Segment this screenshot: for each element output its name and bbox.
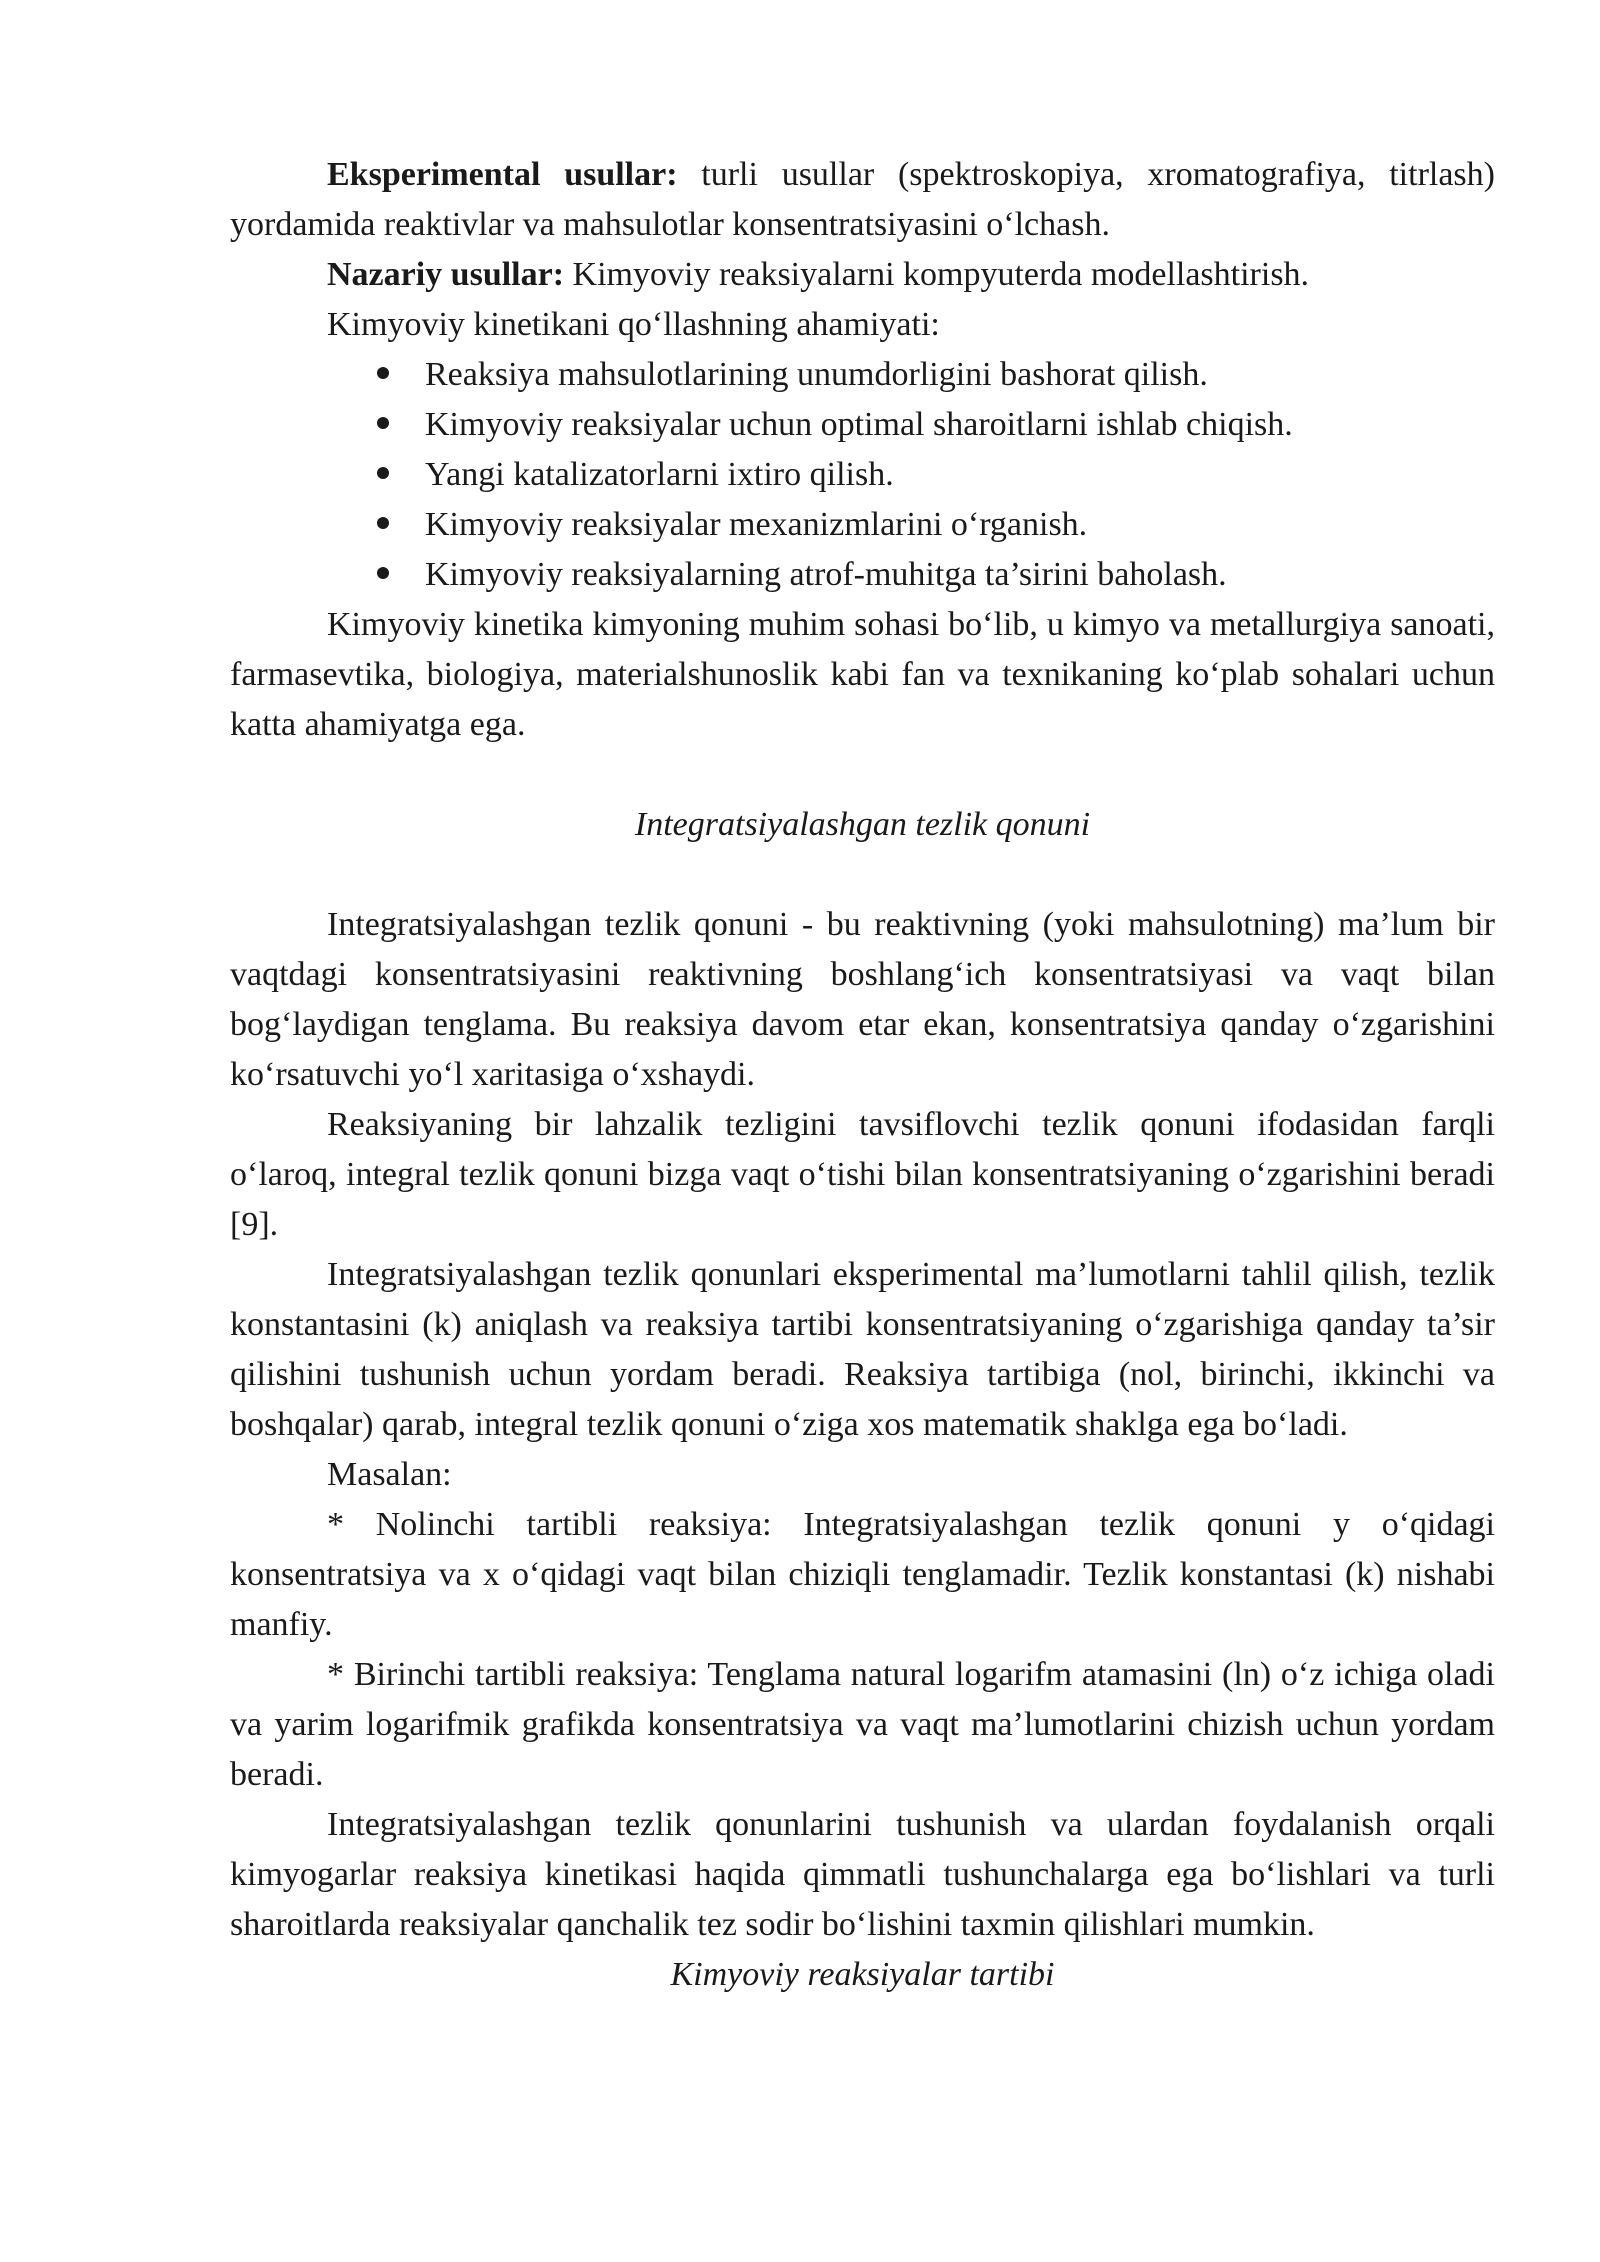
list-item-text: Kimyoviy reaksiyalarning atrof-muhitga ta’sirini baholash. [425,556,1227,593]
importance-lead: Kimyoviy kinetikani qo‘llashning ahamiyati: [327,306,940,343]
section-heading-integrated-rate-law: Integratsiyalashgan tezlik qonuni [634,806,1091,843]
list-item [425,500,1495,550]
bullet-icon [377,467,389,479]
bullet-icon [377,567,389,579]
example-paragraph: * Nolinchi tartibli reaksiya: Integratsiyalashgan tezlik qonuni y o‘qidagi konsentratsiya va x o‘qidagi vaqt bilan chiziqli tenglamadir. Tezlik konstantasi (k) nishabi manfiy. [230,1506,1495,1643]
list-item [425,550,1495,600]
summary-paragraph: Kimyoviy kinetika kimyoning muhim sohasi bo‘lib, u kimyo va metallurgiya sanoati, farmasevtika, biologiya, materialshunoslik kabi fan va texnikaning ko‘plab sohalari uchun katta ahamiyatga ega. [230,606,1495,743]
experimental-methods-paragraph [230,150,1495,250]
theoretical-methods-text: Kimyoviy reaksiyalarni kompyuterda modellashtirish. [564,256,1310,293]
experimental-methods-text: turli usullar (spektroskopiya, xromatografiya, titrlash) yordamida reaktivlar va mahsulotlar konsentratsiyasini o‘lchash. [230,156,1495,243]
conclusion-paragraph: Integratsiyalashgan tezlik qonunlarini tushunish va ulardan foydalanish orqali kimyogarlar reaksiya kinetikasi haqida qimmatli tushunchalarga ega bo‘lishlari va turli sharoitlarda reaksiyalar qanchalik tez sodir bo‘lishini taxmin qilishlari mumkin. [230,1806,1495,1943]
bullet-icon [377,517,389,529]
list-item [425,450,1495,500]
bullet-icon [377,367,389,379]
list-item-text: Kimyoviy reaksiyalar mexanizmlarini o‘rganish. [425,506,1088,543]
document-page [230,150,1495,2000]
list-item-text: Reaksiya mahsulotlarining unumdorligini bashorat qilish. [425,356,1208,393]
body-paragraph: Integratsiyalashgan tezlik qonunlari eksperimental ma’lumotlarni tahlil qilish, tezlik konstantasini (k) aniqlash va reaksiya tartibi konsentratsiyaning o‘zgarishiga qanday ta’sir qilishini tushunish uchun yordam beradi. Reaksiya tartibiga (nol, birinchi, ikkinchi va boshqalar) qarab, integral tezlik qonuni o‘ziga xos matematik shaklga ega bo‘ladi. [230,1256,1495,1443]
spacer [230,750,1495,800]
theoretical-methods-paragraph [230,250,1495,300]
spacer [230,850,1495,900]
body-paragraph: Integratsiyalashgan tezlik qonuni - bu reaktivning (yoki mahsulotning) ma’lum bir vaqtdagi konsentratsiyasini reaktivning boshlang‘ich konsentratsiyasi va vaqt bilan bog‘laydigan tenglama. Bu reaksiya davom etar ekan, konsentratsiya qanday o‘zgarishini ko‘rsatuvchi yo‘l xaritasiga o‘xshaydi. [230,906,1495,1093]
body-paragraph: Reaksiyaning bir lahzalik tezligini tavsiflovchi tezlik qonuni ifodasidan farqli o‘laroq, integral tezlik qonuni bizga vaqt o‘tishi bilan konsentratsiyaning o‘zgarishini beradi [9]. [230,1106,1495,1243]
list-item [425,350,1495,400]
list-item [425,400,1495,450]
experimental-methods-label: Eksperimental usullar: [327,156,678,193]
bullet-icon [377,417,389,429]
example-paragraph: * Birinchi tartibli reaksiya: Tenglama natural logarifm atamasini (ln) o‘z ichiga oladi va yarim logarifmik grafikda konsentratsiya va vaqt ma’lumotlarini chizish uchun yordam beradi. [230,1656,1495,1793]
list-item-text: Kimyoviy reaksiyalar uchun optimal sharoitlarni ishlab chiqish. [425,406,1293,443]
section-heading-reaction-order: Kimyoviy reaksiyalar tartibi [670,1956,1055,1993]
example-lead: Masalan: [327,1456,452,1493]
theoretical-methods-label: Nazariy usullar: [327,256,565,293]
importance-list [230,350,1495,600]
list-item-text: Yangi katalizatorlarni ixtiro qilish. [425,456,894,493]
